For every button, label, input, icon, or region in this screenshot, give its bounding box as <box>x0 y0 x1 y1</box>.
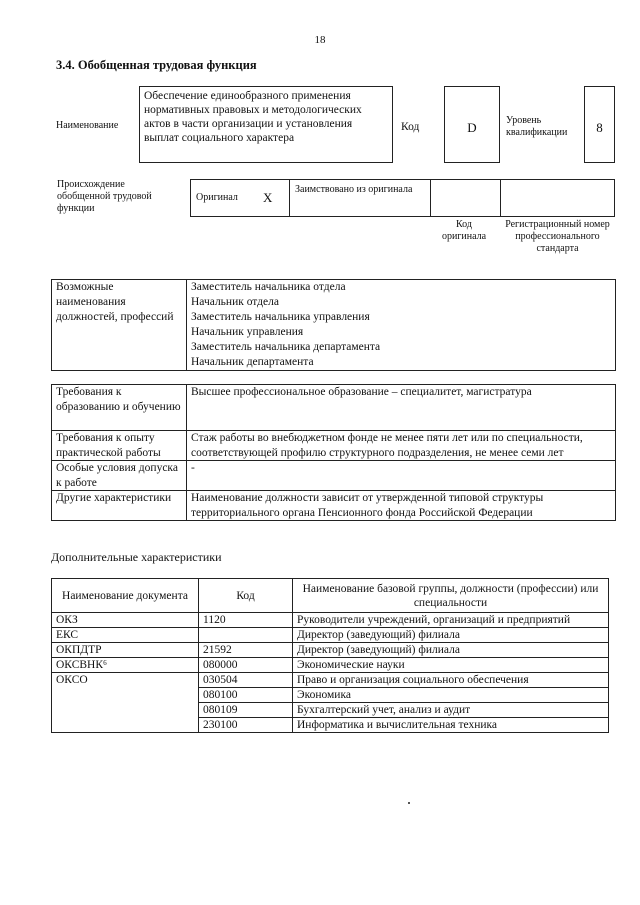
requirement-value: Наименование должности зависит от утвержденной типовой структуры территориального органа Пенсионного фонда Российской Федерации <box>187 491 616 521</box>
qualification-level-value: 8 <box>596 120 603 135</box>
original-mark: X <box>263 190 273 205</box>
origin-divider-3 <box>500 179 501 217</box>
table-header-row <box>52 579 609 613</box>
cell-code: 030504 <box>199 673 293 688</box>
list-item: Начальник управления <box>191 326 304 338</box>
cell-group-name: Директор (заведующий) филиала <box>293 643 609 658</box>
cell-code <box>199 628 293 643</box>
reg-number-caption: Регистрационный номер профессионального стандарта <box>505 219 610 254</box>
qualification-level-box <box>584 86 615 163</box>
table-row <box>52 628 609 643</box>
cell-document: ОКЗ <box>52 613 199 628</box>
positions-list <box>187 280 616 371</box>
table-row <box>52 280 616 371</box>
cell-document: ОКСВНК⁶ <box>52 658 199 673</box>
requirement-value: Стаж работы во внебюджетном фонде не менее пяти лет или по специальности, соответствующей профилю структурного подразделения, не менее семи лет <box>187 431 616 461</box>
code-box <box>444 86 500 163</box>
header-document: Наименование документа <box>52 579 199 613</box>
origin-divider-2 <box>430 179 431 217</box>
cell-document <box>52 703 199 718</box>
code-value: D <box>467 120 477 135</box>
table-row <box>52 658 609 673</box>
function-name-value: Обеспечение единообразного применения нормативных правовых и методологических актов в части организации и установления выплат социального характера <box>144 90 362 144</box>
cell-code: 080109 <box>199 703 293 718</box>
table-row <box>52 718 609 733</box>
code-label: Код <box>401 121 420 133</box>
function-name-box <box>139 86 393 163</box>
borrowed-label: Заимствовано из оригинала <box>295 184 413 195</box>
requirement-value: - <box>187 461 616 491</box>
cell-group-name: Право и организация социального обеспечения <box>293 673 609 688</box>
cell-document: ЕКС <box>52 628 199 643</box>
additional-table <box>51 578 609 733</box>
list-item: Начальник департамента <box>191 356 314 368</box>
section-title: 3.4. Обобщенная трудовая функция <box>56 58 257 72</box>
positions-table <box>51 279 616 371</box>
table-row <box>52 613 609 628</box>
table-row <box>52 643 609 658</box>
cell-group-name: Экономические науки <box>293 658 609 673</box>
requirements-table <box>51 384 616 521</box>
cell-group-name: Бухгалтерский учет, анализ и аудит <box>293 703 609 718</box>
qualification-level-label: Уровень квалификации <box>506 115 568 138</box>
requirement-label: Особые условия допуска к работе <box>52 461 187 491</box>
cell-code: 21592 <box>199 643 293 658</box>
list-item: Заместитель начальника управления <box>191 311 370 323</box>
cell-code: 080100 <box>199 688 293 703</box>
table-row <box>52 461 616 491</box>
positions-label: Возможные наименования должностей, профессий <box>52 280 187 371</box>
table-row <box>52 703 609 718</box>
page-number: 18 <box>314 34 326 46</box>
table-row <box>52 688 609 703</box>
table-row <box>52 431 616 461</box>
cell-group-name: Директор (заведующий) филиала <box>293 628 609 643</box>
table-row <box>52 491 616 521</box>
header-code: Код <box>199 579 293 613</box>
cell-code: 230100 <box>199 718 293 733</box>
scan-speck <box>408 802 410 804</box>
cell-document <box>52 688 199 703</box>
requirement-label: Требования к образованию и обучению <box>52 385 187 431</box>
additional-title: Дополнительные характеристики <box>51 550 222 564</box>
table-row <box>52 673 609 688</box>
requirement-label: Другие характеристики <box>52 491 187 521</box>
table-row <box>52 385 616 431</box>
cell-document <box>52 718 199 733</box>
origin-divider-1 <box>289 179 290 217</box>
list-item: Заместитель начальника департамента <box>191 341 381 353</box>
original-label: Оригинал <box>196 192 238 203</box>
cell-document: ОКПДТР <box>52 643 199 658</box>
cell-group-name: Информатика и вычислительная техника <box>293 718 609 733</box>
list-item: Заместитель начальника отдела <box>191 281 346 293</box>
header-group-name: Наименование базовой группы, должности (профессии) или специальности <box>293 579 609 613</box>
origin-box <box>190 179 615 217</box>
cell-group-name: Руководители учреждений, организаций и предприятий <box>293 613 609 628</box>
code-original-caption: Код оригинала <box>441 219 487 242</box>
requirement-value: Высшее профессиональное образование – специалитет, магистратура <box>187 385 616 431</box>
cell-group-name: Экономика <box>293 688 609 703</box>
cell-document: ОКСО <box>52 673 199 688</box>
cell-code: 1120 <box>199 613 293 628</box>
origin-label: Происхождение обобщенной трудовой функции <box>57 179 152 214</box>
requirement-label: Требования к опыту практической работы <box>52 431 187 461</box>
name-label: Наименование <box>56 120 119 131</box>
cell-code: 080000 <box>199 658 293 673</box>
list-item: Начальник отдела <box>191 296 279 308</box>
